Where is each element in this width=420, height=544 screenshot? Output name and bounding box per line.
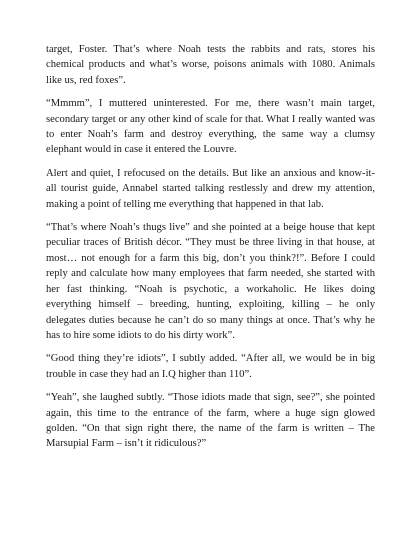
document-page (46, 42, 375, 460)
paragraph-2: “Mmmm”, I muttered uninterested. For me, there wasn’t main target, secondary target or any other kind of scale for that. What I really wanted was to enter Noah’s farm and destroy everything, the same way a clumsy elephant would in case it entered the Louvre. (46, 98, 375, 156)
paragraph-6: “Yeah”, she laughed subtly. “Those idiots made that sign, see?”, she pointed again, this time to the entrance of the farm, where a huge sign glowed golden. “On that sign right there, the name of the farm is written – The Marsupial Farm – isn’t it ridiculous?” (46, 392, 375, 450)
paragraph-4: “That’s where Noah’s thugs live” and she pointed at a beige house that kept peculiar traces of British décor. “They must be three living in that house, at most… not enough for a farm this big, don’t you think?!”. Before I could reply and calculate how many employees that farm needed, she started with her fast thinking. “Noah is psychotic, a workaholic. He likes doing everything himself – breeding, hunting, exploiting, killing – he only delegates duties because he can’t do so many things at once. That’s why he has to hire some idiots to do his dirty work”. (46, 222, 375, 341)
paragraph-5: “Good thing they’re idiots”, I subtly added. “After all, we would be in big trouble in case they had an I.Q higher than 110”. (46, 353, 375, 380)
paragraph-3: Alert and quiet, I refocused on the details. But like an anxious and know-it-all tourist guide, Annabel started talking restlessly and drew my attention, making a point of telling me everything that happened in that lab. (46, 167, 375, 210)
paragraph-1: target, Foster. That’s where Noah tests the rabbits and rats, stores his chemical products and what’s worse, poisons animals with 1080. Animals like us, red foxes”. (46, 44, 375, 86)
